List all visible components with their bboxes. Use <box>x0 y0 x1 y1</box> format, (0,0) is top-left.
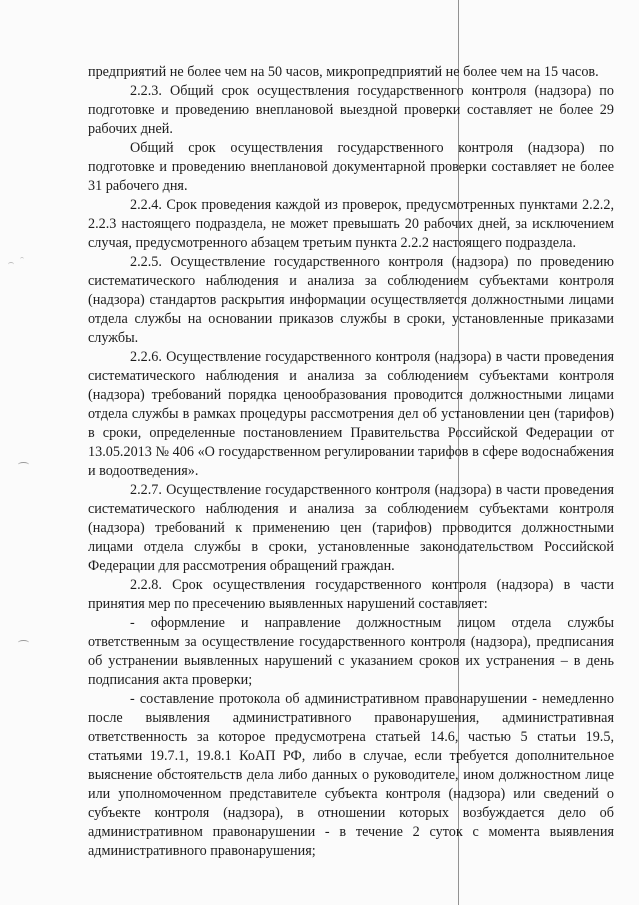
scan-artifact <box>20 257 24 262</box>
paragraph-2-2-5: 2.2.5. Осуществление государственного контроля (надзора) по проведению систематического наблюдения и анализа за соблюдением субъектами контроля (надзора) стандартов раскрытия информации осуществляется должностными лицами отдела службы на основании приказов службы в сроки, установленные приказами службы. <box>88 254 614 346</box>
paragraph-2-2-6: 2.2.6. Осуществление государственного контроля (надзора) в части проведения систематического наблюдения и анализа за соблюдением субъектами контроля (надзора) требований порядка ценообразования проводится должностными лицами отдела службы в рамках процедуры рассмотрения дел об установлении цен (тарифов) в сроки, определенные постановлением Правительства Российской Федерации от 13.05.2013 № 406 «О государственном регулировании тарифов в сфере водоснабжения и водоотведения». <box>88 349 614 479</box>
list-item-prescription: - оформление и направление должностным лицом отдела службы ответственным за осуществление государственного контроля (надзора), предписания об устранении выявленных нарушений с указанием сроков их устранения – в день подписания акта проверки; <box>88 615 614 688</box>
scan-artifact <box>8 262 14 267</box>
paragraph-2-2-4: 2.2.4. Срок проведения каждой из проверок, предусмотренных пунктами 2.2.2, 2.2.3 настоящего подраздела, не может превышать 20 рабочих дней, за исключением случая, предусмотренного абзацем третьим пункта 2.2.2 настоящего подраздела. <box>88 197 614 251</box>
paragraph-2-2-8: 2.2.8. Срок осуществления государственного контроля (надзора) в части принятия мер по пресечению выявленных нарушений составляет: <box>88 577 614 612</box>
scan-artifact <box>18 640 29 645</box>
paragraph-2-2-7: 2.2.7. Осуществление государственного контроля (надзора) в части проведения систематического наблюдения и анализа за соблюдением субъектами контроля (надзора) требований к применению цен (тарифов) проводится должностными лицами отдела службы в сроки, установленные законодательством Российской Федерации для рассмотрения обращений граждан. <box>88 482 614 574</box>
scan-artifact <box>18 462 29 467</box>
paragraph-2-2-3: 2.2.3. Общий срок осуществления государственного контроля (надзора) по подготовке и проведению внеплановой выездной проверки составляет не более 29 рабочих дней. <box>88 83 614 137</box>
paragraph-documentary-check: Общий срок осуществления государственного контроля (надзора) по подготовке и проведению внеплановой документарной проверки составляет не более 31 рабочего дня. <box>88 140 614 194</box>
list-item-protocol: - составление протокола об административном правонарушении - немедленно после выявления административного правонарушения, административная ответственность за которое предусмотрена статьей 14.6, частью 5 статьи 19.5, статьями 19.7.1, 19.8.1 КоАП РФ, либо в случае, если требуется дополнительное выяснение обстоятельств дела либо данных о руководителе, ином должностном лице или уполномоченном представителе субъекта контроля (надзора) или сведений о субъекте контроля (надзора), в отношении которых возбуждается дело об административном правонарушении - в течение 2 суток с момента выявления административного правонарушения; <box>88 691 614 859</box>
document-body <box>88 63 614 861</box>
paragraph-continuation: предприятий не более чем на 50 часов, микропредприятий не более чем на 15 часов. <box>88 64 599 80</box>
